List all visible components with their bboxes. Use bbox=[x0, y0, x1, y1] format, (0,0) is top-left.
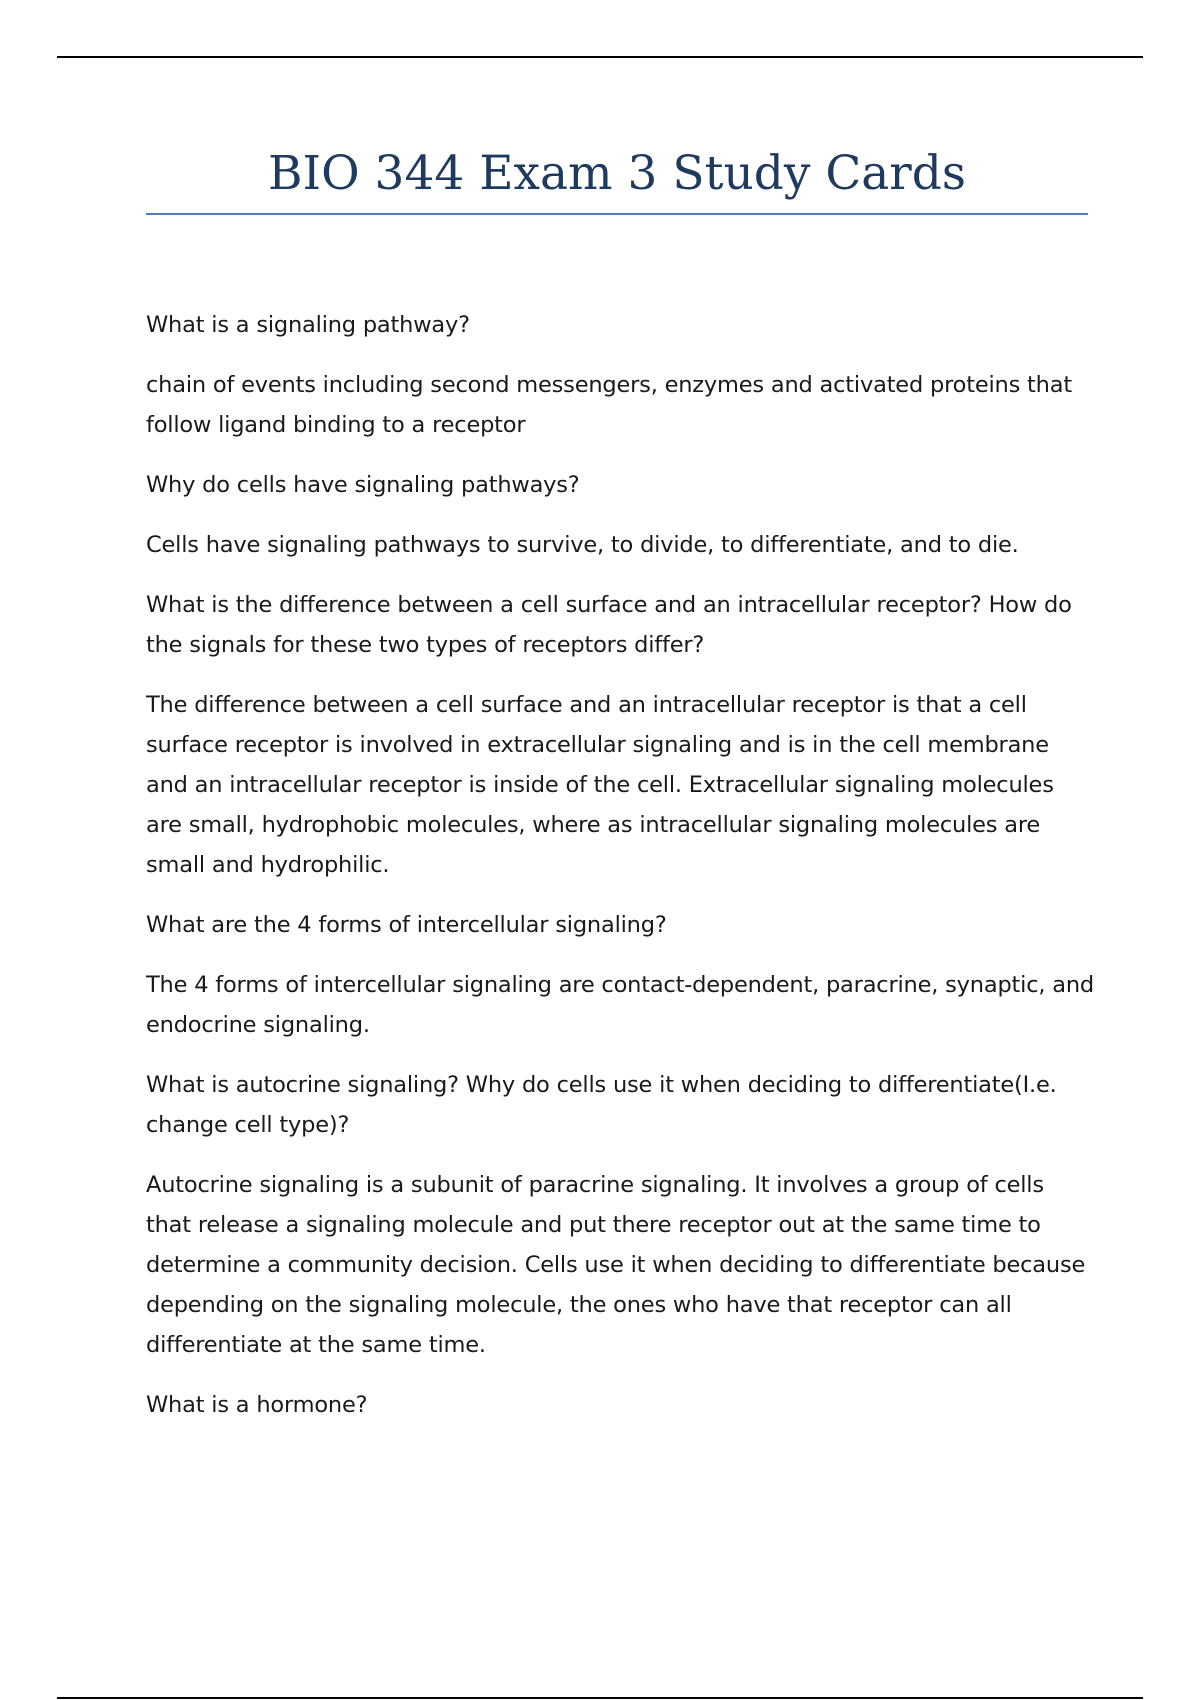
card-question: What is a hormone? bbox=[146, 1392, 368, 1418]
card-question: What is a signaling pathway? bbox=[146, 312, 470, 338]
card-question: What are the 4 forms of intercellular signaling? bbox=[146, 912, 667, 938]
card-answer: Cells have signaling pathways to survive, to divide, to differentiate, and to die. bbox=[146, 532, 1019, 558]
card-answer: Autocrine signaling is a subunit of paracrine signaling. It involves a group of cells that release a signaling molecule and put there receptor out at the same time to determine a community decision. Cells use it when deciding to differentiate because depending on the signaling molecule, the ones who have that receptor can all differentiate at the same time. bbox=[146, 1172, 1086, 1358]
study-cards bbox=[146, 305, 1094, 1445]
card-question: Why do cells have signaling pathways? bbox=[146, 472, 580, 498]
card-question: What is autocrine signaling? Why do cells use it when deciding to differentiate(I.e. change cell type)? bbox=[146, 1072, 1057, 1138]
document-title: BIO 344 Exam 3 Study Cards bbox=[267, 146, 966, 201]
page-bottom-rule bbox=[57, 1697, 1143, 1699]
title-underline bbox=[146, 213, 1088, 215]
page-top-rule bbox=[57, 56, 1143, 58]
card-answer: The 4 forms of intercellular signaling are contact-dependent, paracrine, synaptic, and endocrine signaling. bbox=[146, 972, 1095, 1038]
card-answer: The difference between a cell surface and an intracellular receptor is that a cell surface receptor is involved in extracellular signaling and is in the cell membrane and an intracellular receptor is inside of the cell. Extracellular signaling molecules are small, hydrophobic molecules, where as intracellular signaling molecules are small and hydrophilic. bbox=[146, 692, 1054, 878]
card-question: What is the difference between a cell surface and an intracellular receptor? How do the signals for these two types of receptors differ? bbox=[146, 592, 1072, 658]
card-answer: chain of events including second messengers, enzymes and activated proteins that follow ligand binding to a receptor bbox=[146, 372, 1072, 438]
